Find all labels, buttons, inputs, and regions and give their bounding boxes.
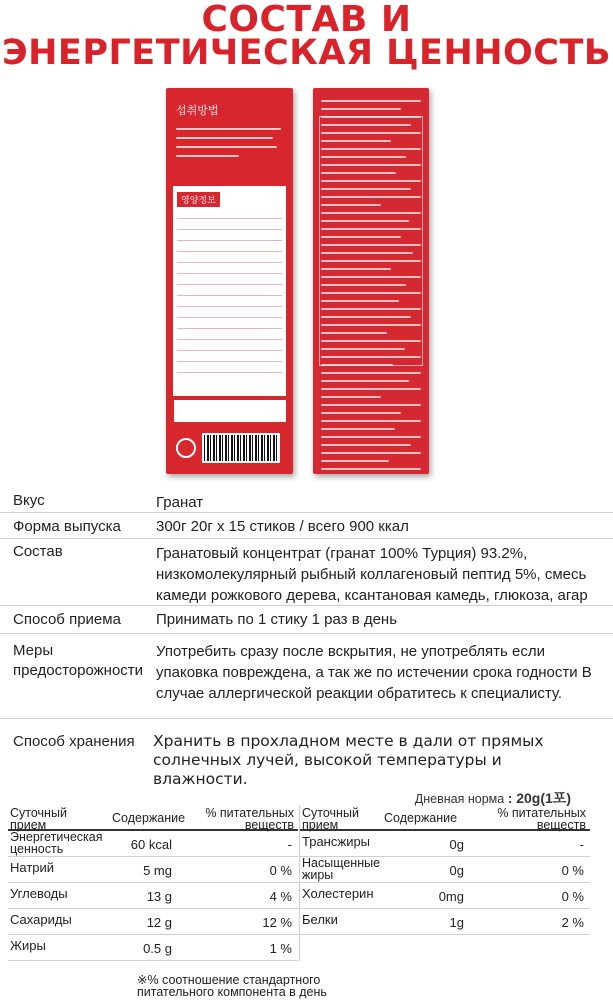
box-front-label: 섭취방법: [176, 104, 219, 117]
spec-value-form: 300г 20г x 15 стиков / всего 900 ккал: [156, 518, 409, 535]
spec-value-composition: Гранатовый концентрат (гранат 100% Турция) 93.2%, низкомолекулярный рыбный коллагеновый пептид 5%, смесь камеди рожкового дерева, ксантановая камедь, глюкоза, агар: [156, 545, 588, 604]
nutrient-percent: 12 %: [262, 915, 292, 930]
nutrient-percent: -: [579, 837, 584, 852]
table-row: [8, 909, 298, 935]
nutrient-name: Натрий: [10, 860, 55, 875]
daily-norm-value: : 20g(1포): [507, 790, 571, 806]
header-intake: Суточный прием: [10, 806, 67, 832]
spec-label-intake: Способ приема: [13, 611, 121, 628]
nutrient-name: Углеводы: [10, 886, 68, 901]
page-title-line-1: СОСТАВ И: [201, 0, 412, 40]
nutrient-amount: 0g: [449, 863, 464, 878]
header-content: Содержание: [384, 811, 458, 825]
page-title-line-2: ЭНЕРГЕТИЧЕСКАЯ ЦЕННОСТЬ: [1, 33, 612, 73]
table-row: [300, 857, 590, 883]
table-row: [300, 831, 590, 857]
box-nutrition-label: 영양정보: [177, 192, 220, 207]
divider: [0, 512, 613, 513]
table-row: [8, 857, 298, 883]
nutrition-column-right: [300, 805, 590, 935]
spec-value-intake: Принимать по 1 стику 1 раз в день: [156, 611, 398, 628]
product-photo: [155, 80, 455, 480]
header-content: Содержание: [112, 811, 186, 825]
product-box-side: [313, 88, 429, 474]
header-intake: Суточный прием: [302, 806, 359, 832]
nutrient-percent: 0 %: [561, 863, 584, 878]
nutrient-name: Холестерин: [302, 886, 374, 901]
daily-norm-label: Дневная норма: [414, 792, 505, 806]
box-expiry-strip: [174, 400, 286, 422]
table-row: [8, 883, 298, 909]
header-percent: % питательных веществ: [205, 806, 294, 832]
nutrient-amount: 12 g: [146, 915, 172, 930]
table-row: [8, 935, 298, 961]
divider: [0, 538, 613, 539]
nutrient-amount: 60 kcal: [130, 837, 172, 852]
nutrition-column-left: [8, 805, 298, 961]
nutrient-amount: 13 g: [146, 889, 172, 904]
header-percent: % питательных веществ: [497, 806, 586, 832]
nutrient-name: Насыщенные жиры: [302, 856, 381, 882]
nutrient-amount: 5 mg: [143, 863, 172, 878]
box-front-text-lines: [176, 128, 281, 164]
spec-label-flavor: Вкус: [13, 492, 45, 509]
spec-label-precautions: Меры предосторожности: [13, 642, 144, 679]
spec-value-flavor: Гранат: [156, 494, 204, 511]
nutrient-amount: 0.5 g: [143, 941, 172, 956]
divider: [0, 633, 613, 634]
box-side-text-lines: [321, 100, 421, 474]
table-header: [8, 805, 298, 831]
footnote: ※% соотношение стандартного питательного компонента в день: [137, 973, 327, 999]
table-header: [300, 805, 590, 831]
spec-label-composition: Состав: [13, 543, 63, 560]
table-row: [300, 909, 590, 935]
nutrient-name: Белки: [302, 912, 338, 927]
nutrient-amount: 1g: [449, 915, 464, 930]
nutrient-amount: 0mg: [438, 889, 464, 904]
spec-label-form: Форма выпуска: [13, 518, 121, 535]
spec-value-storage: Хранить в прохладном месте в дали от прямых солнечных лучей, высокой температуры и влажности.: [153, 732, 544, 788]
nutrient-percent: 4 %: [269, 889, 292, 904]
nutrient-percent: 2 %: [561, 915, 584, 930]
nutrient-percent: -: [287, 837, 292, 852]
spec-label-storage: Способ хранения: [13, 733, 135, 750]
nutrient-name: Энергетическая ценность: [10, 830, 103, 856]
divider: [0, 605, 613, 606]
product-box-front: [166, 88, 293, 474]
spec-value-precautions: Употребить сразу после вскрытия, не употреблять если упаковка повреждена, а так же по истечении срока годности В случае аллергической реакции обратитесь к специалисту.: [156, 643, 592, 702]
nutrient-amount: 0g: [449, 837, 464, 852]
nutrient-percent: 0 %: [269, 863, 292, 878]
table-row: [8, 831, 298, 857]
nutrient-name: Сахариды: [10, 912, 72, 927]
nutrient-name: Жиры: [10, 938, 46, 953]
divider: [0, 718, 613, 719]
box-nutrition-panel: [173, 186, 286, 396]
nutrient-name: Трансжиры: [302, 834, 371, 849]
recycle-icon: [176, 438, 196, 458]
table-row: [300, 883, 590, 909]
barcode-icon: [202, 433, 280, 463]
nutrient-percent: 0 %: [561, 889, 584, 904]
nutrient-percent: 1 %: [269, 941, 292, 956]
